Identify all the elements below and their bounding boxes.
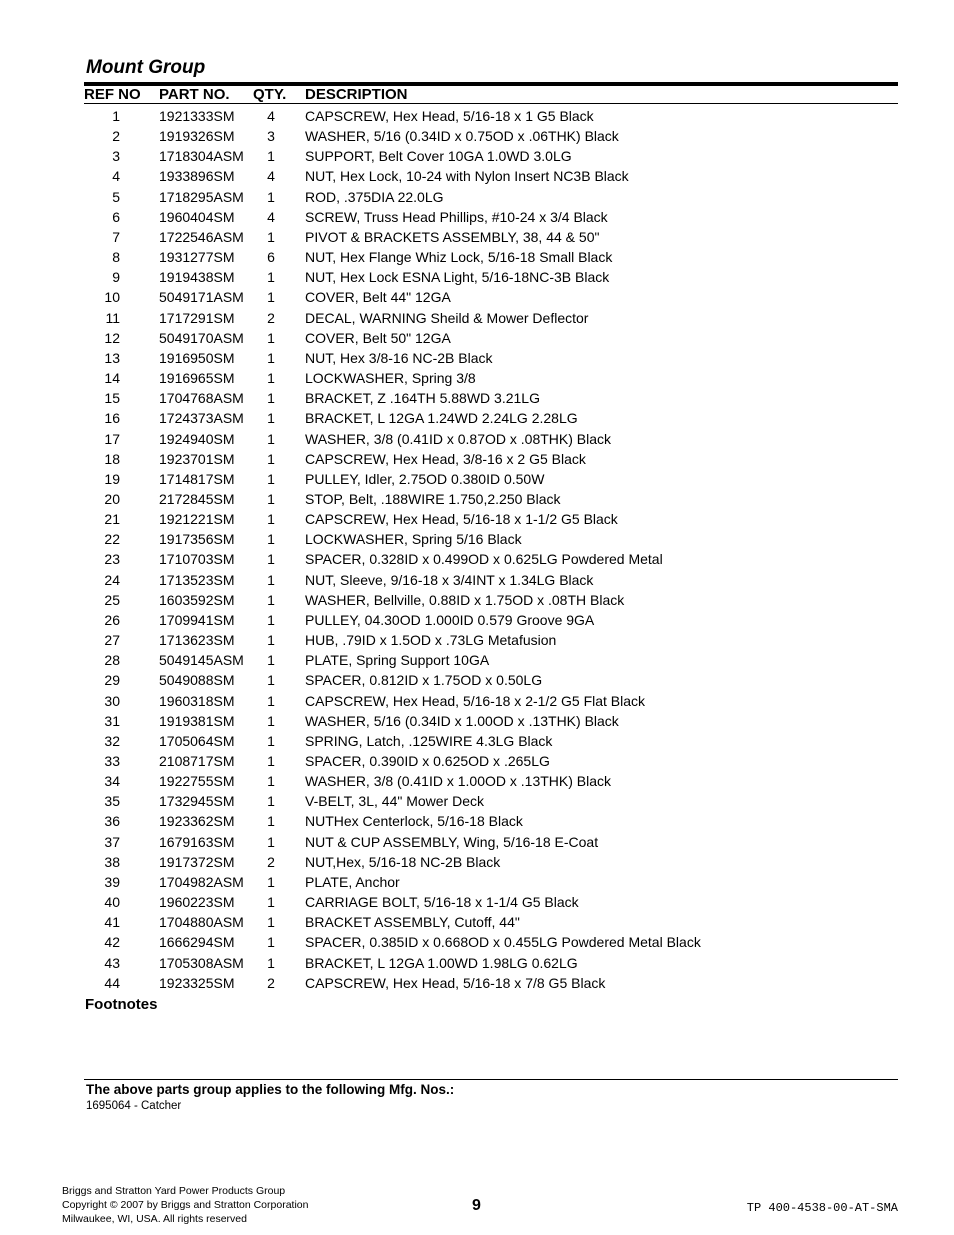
part-no: 1718304ASM [159,148,244,165]
ref-no: 19 [104,470,120,487]
ref-no: 10 [104,289,120,306]
qty: 2 [267,853,275,870]
description: NUT, Hex Flange Whiz Lock, 5/16-18 Small Black [305,249,613,266]
part-no: 1921221SM [159,511,235,528]
part-no: 1919438SM [159,269,235,286]
table-row [84,872,898,892]
applies-item: 1695064 - Catcher [86,1100,182,1112]
part-no: 1960318SM [159,692,235,709]
part-no: 1713523SM [159,571,235,588]
description: WASHER, 5/16 (0.34ID x 1.00OD x .13THK) Black [305,712,619,729]
table-row [84,267,898,287]
ref-no: 6 [112,208,120,225]
ref-no: 14 [104,370,120,387]
ref-no: 11 [105,309,120,326]
qty: 1 [267,511,275,528]
qty: 1 [267,470,275,487]
ref-no: 36 [104,813,120,830]
qty: 3 [267,128,275,145]
qty: 4 [267,168,275,185]
description: SPACER, 0.390ID x 0.625OD x .265LG [305,753,550,769]
description: V-BELT, 3L, 44" Mower Deck [305,793,485,810]
table-row [84,932,898,952]
part-no: 1916950SM [159,349,235,366]
qty: 1 [267,672,275,689]
table-row [84,610,898,630]
ref-no: 5 [112,188,120,205]
qty: 1 [267,370,275,387]
table-row [84,751,898,771]
qty: 1 [267,873,275,890]
ref-no: 18 [104,450,120,467]
table-row [84,227,898,247]
qty: 1 [267,894,275,911]
table-row [84,489,898,509]
ref-no: 1 [112,108,120,124]
description: DECAL, WARNING Sheild & Mower Deflector [305,309,589,326]
description: PLATE, Anchor [305,873,400,890]
qty: 1 [267,793,275,810]
parts-table [84,106,898,993]
table-row [84,691,898,711]
description: WASHER, 3/8 (0.41ID x 0.87OD x .08THK) Black [305,430,612,447]
ref-no: 4 [112,168,120,185]
qty: 1 [267,349,275,366]
description: SPACER, 0.328ID x 0.499OD x 0.625LG Powdered Metal [305,551,663,568]
qty: 1 [267,712,275,729]
description: STOP, Belt, .188WIRE 1.750,2.250 Black [305,490,561,507]
part-no: 1923701SM [159,450,235,467]
table-row [84,832,898,852]
ref-no: 43 [104,954,120,971]
part-no: 1732945SM [159,793,235,810]
ref-no: 38 [104,853,120,870]
description: BRACKET, L 12GA 1.24WD 2.24LG 2.28LG [305,410,578,427]
table-header [84,86,898,103]
description: NUT,Hex, 5/16-18 NC-2B Black [305,853,501,870]
part-no: 1705308ASM [159,954,244,971]
description: CAPSCREW, Hex Head, 5/16-18 x 7/8 G5 Black [305,974,606,991]
footer-copyright [62,1184,308,1226]
table-row [84,207,898,227]
qty: 4 [267,208,275,225]
qty: 1 [267,732,275,749]
qty: 1 [267,269,275,286]
part-no: 1917356SM [159,531,235,548]
table-row [84,287,898,307]
applies-title: The above parts group applies to the following Mfg. Nos.: [86,1082,455,1097]
description: NUT, Hex Lock, 10-24 with Nylon Insert NC3B Black [305,168,629,185]
table-row [84,247,898,267]
description: NUT & CUP ASSEMBLY, Wing, 5/16-18 E-Coat [305,833,599,850]
part-no: 1924940SM [159,430,235,447]
qty: 1 [267,753,275,769]
description: PIVOT & BRACKETS ASSEMBLY, 38, 44 & 50" [305,228,600,245]
description: SPRING, Latch, .125WIRE 4.3LG Black [305,732,553,749]
table-row [84,953,898,973]
table-row [84,711,898,731]
applies-rule [84,1079,898,1080]
table-row [84,368,898,388]
qty: 1 [267,591,275,608]
table-row [84,328,898,348]
ref-no: 16 [104,410,120,427]
ref-no: 30 [104,692,120,709]
qty: 1 [267,692,275,709]
description: SCREW, Truss Head Phillips, #10-24 x 3/4 Black [305,208,608,225]
table-row [84,388,898,408]
table-row [84,166,898,186]
part-no: 1704982ASM [159,873,244,890]
part-no: 5049145ASM [159,652,244,669]
ref-no: 13 [104,349,120,366]
ref-no: 29 [104,672,120,689]
description: SPACER, 0.812ID x 1.75OD x 0.50LG [305,672,543,689]
description: BRACKET, L 12GA 1.00WD 1.98LG 0.62LG [305,954,578,971]
ref-no: 8 [112,249,120,266]
description: PULLEY, 04.30OD 1.000ID 0.579 Groove 9GA [305,611,595,628]
description: LOCKWASHER, Spring 3/8 [305,370,476,387]
ref-no: 23 [104,551,120,568]
qty: 1 [267,934,275,951]
qty: 1 [267,188,275,205]
qty: 1 [267,611,275,628]
description: NUT, Sleeve, 9/16-18 x 3/4INT x 1.34LG Black [305,571,594,588]
part-no: 1922755SM [159,773,235,790]
ref-no: 39 [104,873,120,890]
table-row [84,408,898,428]
document-code: TP 400-4538-00-AT-SMA [746,1201,898,1215]
qty: 1 [267,148,275,165]
table-row [84,106,898,126]
table-row [84,146,898,166]
part-no: 1666294SM [159,934,235,951]
part-no: 1705064SM [159,732,235,749]
part-no: 1923362SM [159,813,235,830]
description: NUT, Hex 3/8-16 NC-2B Black [305,349,493,366]
table-row [84,529,898,549]
part-no: 1713623SM [159,632,235,649]
qty: 1 [267,490,275,507]
footer-line: Briggs and Stratton Yard Power Products Group [62,1185,286,1197]
ref-no: 3 [112,148,120,165]
qty: 2 [267,974,275,991]
ref-no: 34 [104,773,120,790]
header-rule [84,103,898,104]
description: WASHER, 3/8 (0.41ID x 1.00OD x .13THK) Black [305,773,612,790]
description: CAPSCREW, Hex Head, 5/16-18 x 2-1/2 G5 Flat Black [305,692,646,709]
ref-no: 41 [104,914,120,931]
description: BRACKET ASSEMBLY, Cutoff, 44" [305,914,520,931]
qty: 1 [267,652,275,669]
header-ref: REF NO [84,86,141,103]
qty: 2 [267,309,275,326]
part-no: 1710703SM [159,551,235,568]
qty: 1 [267,954,275,971]
ref-no: 33 [104,753,120,769]
table-row [84,892,898,912]
table-row [84,731,898,751]
table-row [84,570,898,590]
part-no: 5049088SM [159,672,235,689]
part-no: 1960404SM [159,208,235,225]
part-no: 2108717SM [159,753,235,769]
part-no: 1709941SM [159,611,235,628]
table-row [84,549,898,569]
part-no: 1724373ASM [159,410,244,427]
footnotes-label: Footnotes [85,996,158,1013]
part-no: 1679163SM [159,833,235,850]
qty: 1 [267,228,275,245]
description: CAPSCREW, Hex Head, 3/8-16 x 2 G5 Black [305,450,586,467]
description: WASHER, Bellville, 0.88ID x 1.75OD x .08TH Black [305,591,625,608]
qty: 1 [267,410,275,427]
ref-no: 27 [104,632,120,649]
footer-line: Milwaukee, WI, USA. All rights reserved [62,1213,247,1225]
qty: 1 [267,571,275,588]
description: SUPPORT, Belt Cover 10GA 1.0WD 3.0LG [305,148,572,165]
description: LOCKWASHER, Spring 5/16 Black [305,531,522,548]
ref-no: 24 [104,571,120,588]
qty: 1 [267,773,275,790]
table-row [84,308,898,328]
table-row [84,811,898,831]
ref-no: 40 [104,894,120,911]
qty: 1 [267,390,275,407]
description: BRACKET, Z .164TH 5.88WD 3.21LG [305,390,540,407]
qty: 1 [267,813,275,830]
part-no: 1718295ASM [159,188,244,205]
table-row [84,630,898,650]
ref-no: 37 [104,833,120,850]
footer-line: Copyright © 2007 by Briggs and Stratton Corporation [62,1199,309,1211]
ref-no: 20 [104,490,120,507]
description: PLATE, Spring Support 10GA [305,652,490,669]
ref-no: 15 [104,390,120,407]
table-row [84,771,898,791]
part-no: 1704768ASM [159,390,244,407]
part-no: 5049171ASM [159,289,244,306]
ref-no: 32 [104,732,120,749]
description: NUT, Hex Lock ESNA Light, 5/16-18NC-3B Black [305,269,610,286]
part-no: 1704880ASM [159,914,244,931]
part-no: 1921333SM [159,108,235,124]
table-row [84,590,898,610]
description: CAPSCREW, Hex Head, 5/16-18 x 1-1/2 G5 Black [305,511,618,528]
description: CAPSCREW, Hex Head, 5/16-18 x 1 G5 Black [305,108,594,124]
ref-no: 42 [104,934,120,951]
table-row [84,791,898,811]
ref-no: 17 [104,430,120,447]
part-no: 1933896SM [159,168,235,185]
ref-no: 12 [104,329,120,346]
part-no: 1603592SM [159,591,235,608]
part-no: 1916965SM [159,370,235,387]
description: CARRIAGE BOLT, 5/16-18 x 1-1/4 G5 Black [305,894,579,911]
qty: 1 [267,430,275,447]
description: COVER, Belt 44" 12GA [305,289,451,306]
description: HUB, .79ID x 1.5OD x .73LG Metafusion [305,632,557,649]
table-row [84,509,898,529]
part-no: 1717291SM [159,309,235,326]
table-row [84,973,898,993]
part-no: 1960223SM [159,894,235,911]
description: PULLEY, Idler, 2.75OD 0.380ID 0.50W [305,470,545,487]
header-part: PART NO. [159,86,230,103]
qty: 1 [267,551,275,568]
header-description: DESCRIPTION [305,86,408,103]
description: WASHER, 5/16 (0.34ID x 0.75OD x .06THK) Black [305,128,619,145]
header-qty: QTY. [253,86,287,103]
qty: 1 [267,833,275,850]
table-row [84,469,898,489]
description: ROD, .375DIA 22.0LG [305,188,444,205]
table-row [84,449,898,469]
qty: 1 [267,450,275,467]
ref-no: 2 [112,128,120,145]
table-row [84,912,898,932]
qty: 1 [267,329,275,346]
qty: 6 [267,249,275,266]
qty: 1 [267,632,275,649]
ref-no: 7 [112,228,120,245]
table-row [84,348,898,368]
qty: 1 [267,531,275,548]
description: SPACER, 0.385ID x 0.668OD x 0.455LG Powdered Metal Black [305,934,701,951]
table-row [84,429,898,449]
description: COVER, Belt 50" 12GA [305,329,451,346]
part-no: 1714817SM [159,470,235,487]
ref-no: 9 [112,269,120,286]
table-row [84,187,898,207]
ref-no: 44 [104,974,120,991]
table-row [84,670,898,690]
page-number: 9 [472,1197,481,1214]
part-no: 1919381SM [159,712,235,729]
ref-no: 31 [104,712,120,729]
table-row [84,852,898,872]
description: NUTHex Centerlock, 5/16-18 Black [305,813,523,830]
section-title: Mount Group [86,57,206,78]
part-no: 1917372SM [159,853,235,870]
part-no: 1923325SM [159,974,235,991]
part-no: 2172845SM [159,490,235,507]
qty: 4 [267,108,275,124]
part-no: 1919326SM [159,128,235,145]
ref-no: 22 [104,531,120,548]
part-no: 1931277SM [159,249,235,266]
ref-no: 21 [104,511,120,528]
table-row [84,126,898,146]
part-no: 1722546ASM [159,228,244,245]
qty: 1 [267,289,275,306]
qty: 1 [267,914,275,931]
ref-no: 25 [104,591,120,608]
ref-no: 26 [104,611,120,628]
ref-no: 28 [104,652,120,669]
table-row [84,650,898,670]
ref-no: 35 [104,793,120,810]
part-no: 5049170ASM [159,329,244,346]
